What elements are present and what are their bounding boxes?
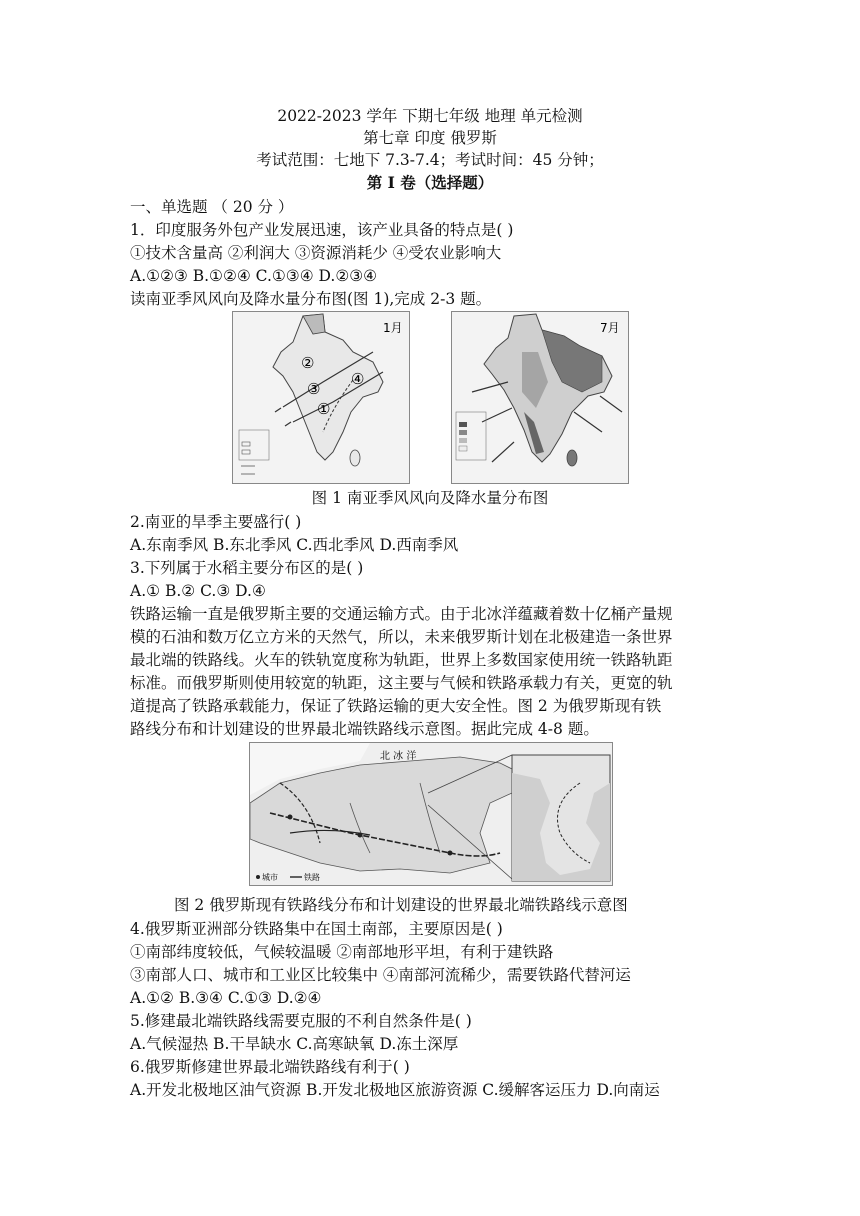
map-january [232,311,410,484]
figure1-caption: 图 1 南亚季风风向及降水量分布图 [311,489,549,507]
marker-4: ④ [351,370,365,388]
figure2-caption: 图 2 俄罗斯现有铁路线分布和计划建设的世界最北端铁路线示意图 [174,896,628,914]
q6-choices: A.开发北极地区油气资源 B.开发北极地区旅游资源 C.缓解客运压力 D.向南运 [130,1081,660,1099]
marker-3: ③ [307,380,321,398]
q1-stem: 1．印度服务外包产业发展迅速，该产业具备的特点是( ) [130,221,514,239]
passage-line-4: 标准。而俄罗斯则使用较宽的轨距，这主要与气候和铁路承载力有关，更宽的轨 [130,674,673,692]
map-july-label: 7月 [600,321,620,335]
russia-railway-map [249,742,613,886]
q4-stem: 4.俄罗斯亚洲部分铁路集中在国土南部，主要原因是( ) [130,920,503,938]
q4-choices: A.①② B.③④ C.①③ D.②④ [130,989,322,1007]
q1-options: ①技术含量高 ②利润大 ③资源消耗少 ④受农业影响大 [130,244,502,262]
passage-line-1: 铁路运输一直是俄罗斯主要的交通运输方式。由于北冰洋蕴藏着数十亿桶产量规 [130,605,673,623]
q4-options-2: ③南部人口、城市和工业区比较集中 ④南部河流稀少，需要铁路代替河运 [130,966,631,984]
arctic-ocean-label: 北 冰 洋 [380,751,417,762]
section-heading: 一、单选题 （ 20 分 ） [130,198,294,216]
legend-city: 城市 [262,873,278,882]
q6-stem: 6.俄罗斯修建世界最北端铁路线有利于( ) [130,1058,410,1076]
volume-title: 第 I 卷（选择题） [366,173,494,192]
legend-railway: 铁路 [304,873,320,882]
exam-title: 2022-2023 学年 下期七年级 地理 单元检测 [277,107,583,125]
q5-choices: A.气候湿热 B.干旱缺水 C.高寒缺氧 D.冻土深厚 [130,1035,459,1053]
figure1-intro: 读南亚季风风向及降水量分布图(图 1),完成 2-3 题。 [130,290,492,308]
passage-line-2: 模的石油和数万亿立方米的天然气，所以，未来俄罗斯计划在北极建造一条世界 [130,628,673,646]
q3-stem: 3.下列属于水稻主要分布区的是( ) [130,559,364,577]
q4-options-1: ①南部纬度较低，气候较温暖 ②南部地形平坦，有利于建铁路 [130,943,554,961]
passage-line-3: 最北端的铁路线。火车的铁轨宽度称为轨距，世界上多数国家使用统一铁路轨距 [130,651,673,669]
marker-2: ② [301,354,315,372]
passage-line-5: 道提高了铁路承载能力，保证了铁路运输的更大安全性。图 2 为俄罗斯现有铁 [130,697,662,715]
marker-1: ① [317,400,331,418]
q1-choices: A.①②③ B.①②④ C.①③④ D.②③④ [130,267,378,285]
map-january-label: 1月 [383,321,403,335]
q2-stem: 2.南亚的旱季主要盛行( ) [130,513,302,531]
q5-stem: 5.修建最北端铁路线需要克服的不利自然条件是( ) [130,1012,472,1030]
q2-choices: A.东南季风 B.东北季风 C.西北季风 D.西南季风 [130,536,459,554]
exam-info: 考试范围：七地下 7.3-7.4；考试时间：45 分钟； [256,151,604,169]
q3-choices: A.① B.② C.③ D.④ [130,582,266,600]
chapter-title: 第七章 印度 俄罗斯 [363,129,497,147]
passage-line-6: 路线分布和计划建设的世界最北端铁路线示意图。据此完成 4-8 题。 [130,720,599,738]
map-july [451,311,629,484]
